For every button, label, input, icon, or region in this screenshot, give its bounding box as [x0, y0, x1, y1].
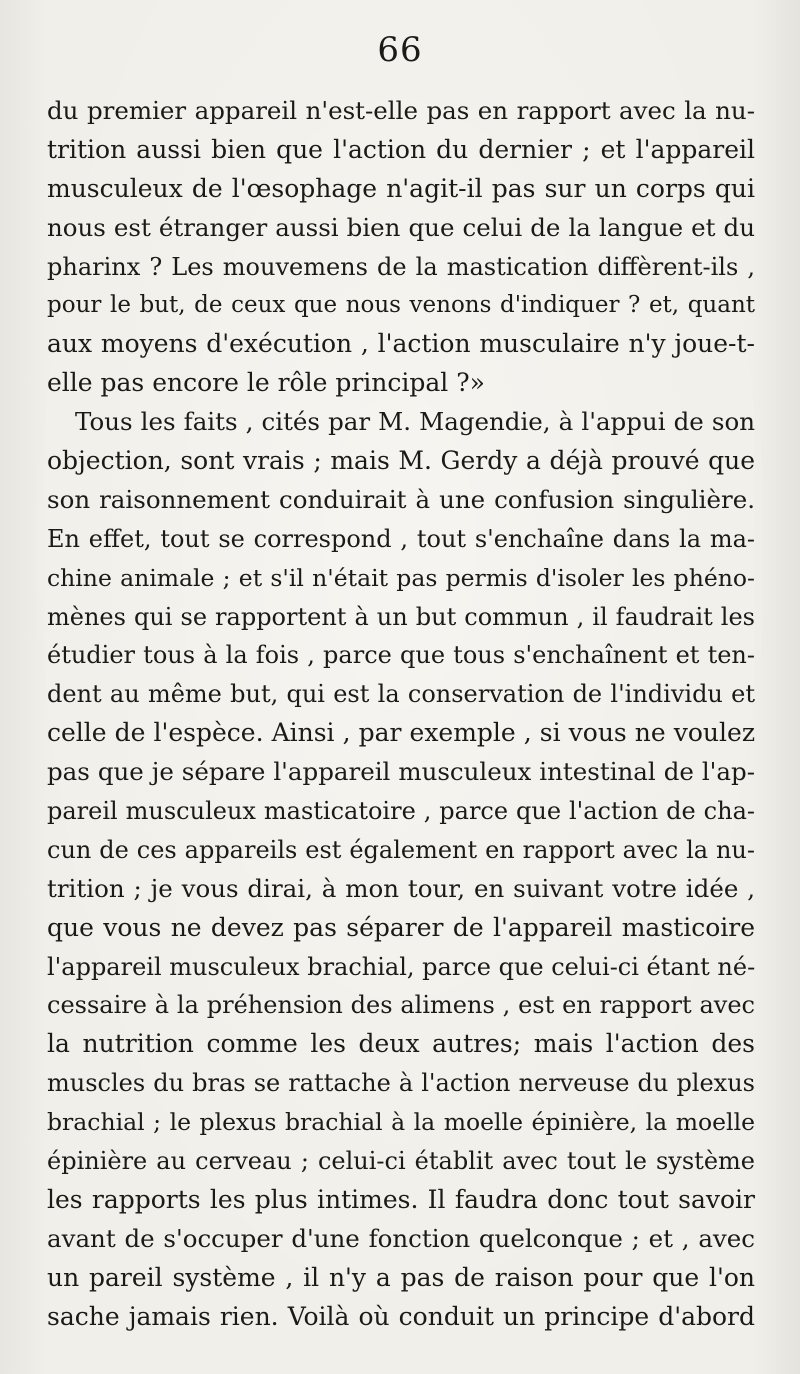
text-line-11: son raisonnement conduirait à une confusion singulière.: [47, 484, 755, 514]
text-line-19: pareil musculeux masticatoire , parce que l'action de cha-: [47, 797, 755, 826]
text-line-15: étudier tous à la fois , parce que tous s'enchaînent et ten-: [47, 641, 755, 670]
text-line-16: dent au même but, qui est la conservation de l'individu et: [47, 680, 755, 709]
text-line-21: trition ; je vous dirai, à mon tour, en suivant votre idée ,: [47, 873, 755, 903]
text-line-32: sache jamais rien. Voilà où conduit un principe d'abord: [47, 1301, 755, 1331]
text-line-24: cessaire à la préhension des alimens , est en rapport avec: [47, 991, 755, 1020]
text-line-14: mènes qui se rapportent à un but commun , il faudrait les: [47, 602, 755, 631]
text-line-30: avant de s'occuper d'une fonction quelconque ; et , avec: [47, 1223, 755, 1253]
page-number: 66: [377, 30, 423, 70]
text-line-7: aux moyens d'exécution , l'action musculaire n'y joue-t-: [47, 329, 755, 359]
text-line-3: musculeux de l'œsophage n'agit-il pas sur un corps qui: [47, 173, 755, 203]
text-line-27: brachial ; le plexus brachial à la moelle épinière, la moelle: [47, 1108, 755, 1137]
text-line-8: elle pas encore le rôle principal ?»: [47, 368, 485, 398]
text-line-18: pas que je sépare l'appareil musculeux intestinal de l'ap-: [47, 757, 755, 787]
text-line-4: nous est étranger aussi bien que celui de la langue et du: [47, 212, 755, 242]
text-line-1: du premier appareil n'est-elle pas en rapport avec la nu-: [47, 96, 755, 125]
text-line-17: celle de l'espèce. Ainsi , par exemple , si vous ne voulez: [47, 718, 755, 748]
text-line-28: épinière au cerveau ; celui-ci établit avec tout le système: [47, 1147, 755, 1176]
text-line-2: trition aussi bien que l'action du dernier ; et l'appareil: [47, 134, 755, 164]
text-line-23: l'appareil musculeux brachial, parce que celui-ci étant né-: [47, 952, 756, 981]
text-line-22: que vous ne devez pas séparer de l'appareil masticoire: [47, 912, 755, 942]
text-line-12: En effet, tout se correspond , tout s'enchaîne dans la ma-: [47, 524, 755, 553]
text-line-13: chine animale ; et s'il n'était pas permis d'isoler les phéno-: [47, 563, 755, 592]
text-line-20: cun de ces appareils est également en rapport avec la nu-: [47, 835, 755, 864]
text-line-31: un pareil système , il n'y a pas de raison pour que l'on: [47, 1262, 755, 1292]
text-line-26: muscles du bras se rattache à l'action nerveuse du plexus: [47, 1069, 755, 1098]
paragraph-start-line: Tous les faits , cités par M. Magendie, à l'appui de son: [75, 407, 755, 437]
text-line-5: pharinx ? Les mouvemens de la mastication diffèrent-ils ,: [47, 252, 755, 281]
text-line-6: pour le but, de ceux que nous venons d'indiquer ? et, quant: [47, 292, 755, 319]
text-line-10: objection, sont vrais ; mais M. Gerdy a déjà prouvé que: [47, 446, 755, 476]
text-line-29: les rapports les plus intimes. Il faudra donc tout savoir: [47, 1184, 755, 1214]
body-text: [47, 92, 755, 1337]
text-line-25: la nutrition comme les deux autres; mais l'action des: [47, 1029, 755, 1059]
